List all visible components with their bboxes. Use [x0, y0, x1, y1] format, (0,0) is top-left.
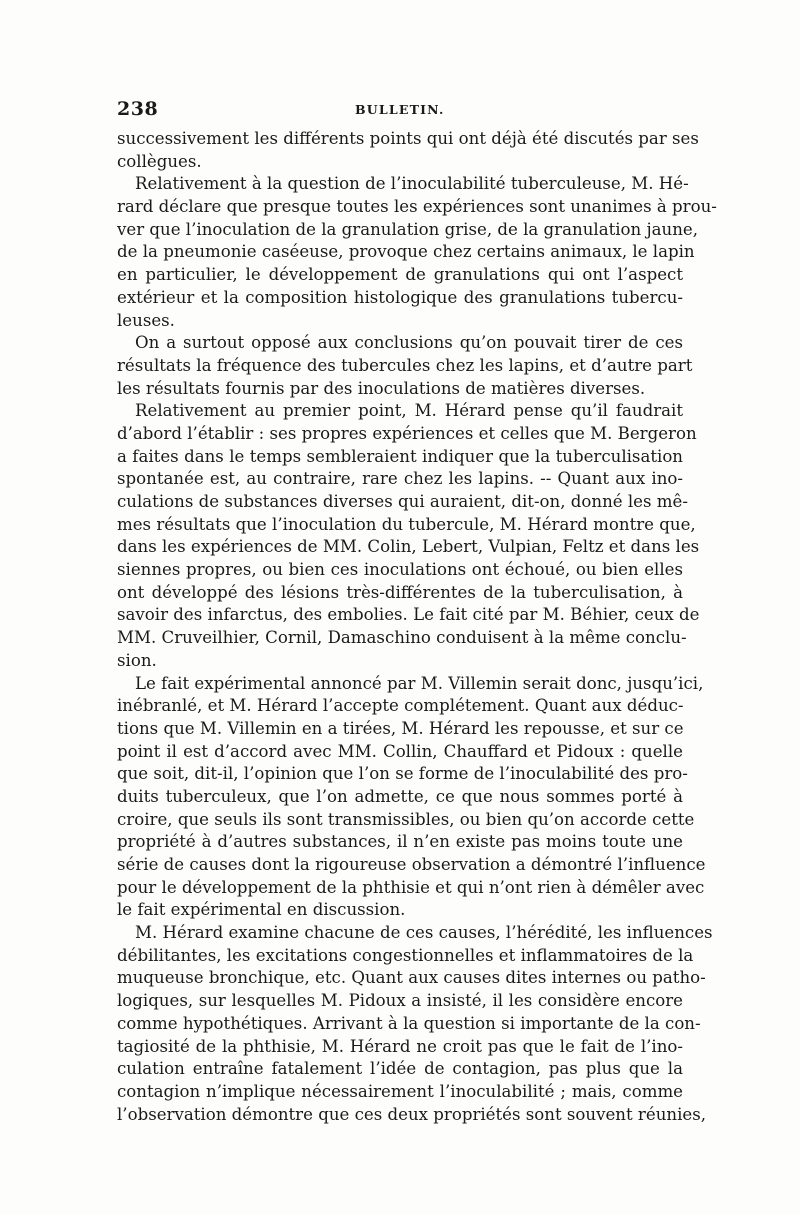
text-line: sion.	[117, 650, 157, 670]
text-line: le fait expérimental en discussion.	[117, 900, 406, 920]
text-line: point il est d’accord avec MM. Collin, Chauffard et Pidoux : quelle	[117, 741, 683, 761]
text-line: spontanée est, au contraire, rare chez les lapins. -- Quant aux ino-	[117, 469, 683, 489]
running-title: BULLETIN.	[355, 102, 445, 117]
text-line: l’observation démontre que ces deux propriétés sont souvent réunies,	[117, 1104, 706, 1124]
text-line: ont développé des lésions très-différentes de la tuberculisation, à	[117, 582, 683, 602]
text-line: contagion n’implique nécessairement l’inoculabilité ; mais, comme	[117, 1081, 683, 1101]
text-line: culations de substances diverses qui auraient, dit-on, donné les mê-	[117, 492, 688, 511]
text-line: duits tuberculeux, que l’on admette, ce que nous sommes porté à	[117, 786, 683, 806]
text-line: siennes propres, ou bien ces inoculations ont échoué, ou bien elles	[117, 560, 683, 580]
text-line: logiques, sur lesquelles M. Pidoux a insisté, il les considère encore	[117, 991, 683, 1011]
text-line: mes résultats que l’inoculation du tubercule, M. Hérard montre que,	[117, 514, 696, 534]
running-head	[117, 98, 683, 122]
page-number: 238	[117, 98, 159, 120]
text-line: que soit, dit-il, l’opinion que l’on se forme de l’inoculabilité des pro-	[117, 764, 688, 784]
paragraph-start-line: Relativement à la question de l’inoculabilité tuberculeuse, M. Hé-	[135, 174, 689, 194]
text-line: muqueuse bronchique, etc. Quant aux causes dites internes ou patho-	[117, 968, 706, 988]
text-line: savoir des infarctus, des embolies. Le fait cité par M. Béhier, ceux de	[117, 605, 700, 625]
text-line: leuses.	[117, 310, 175, 330]
paragraph-start-line: On a surtout opposé aux conclusions qu’on pouvait tirer de ces	[135, 333, 683, 353]
text-line: collègues.	[117, 151, 202, 171]
text-line: comme hypothétiques. Arrivant à la question si importante de la con-	[117, 1013, 701, 1033]
paragraph-start-line: Le fait expérimental annoncé par M. Villemin serait donc, jusqu’ici,	[135, 673, 704, 693]
text-line: de la pneumonie caséeuse, provoque chez certains animaux, le lapin	[117, 242, 695, 262]
text-line: dans les expériences de MM. Colin, Lebert, Vulpian, Feltz et dans les	[117, 537, 700, 557]
text-line: d’abord l’établir : ses propres expériences et celles que M. Bergeron	[117, 423, 697, 443]
text-line: propriété à d’autres substances, il n’en existe pas moins toute une	[117, 832, 683, 852]
text-line: extérieur et la composition histologique des granulations tubercu-	[117, 287, 683, 307]
text-line: résultats la fréquence des tubercules chez les lapins, et d’autre part	[117, 355, 693, 375]
text-line: inébranlé, et M. Hérard l’accepte complétement. Quant aux déduc-	[117, 696, 684, 716]
text-line: ver que l’inoculation de la granulation grise, de la granulation jaune,	[117, 219, 699, 239]
text-line: débilitantes, les excitations congestionnelles et inflammatoires de la	[117, 945, 694, 965]
body-text	[117, 128, 717, 1126]
paragraph-start-line: M. Hérard examine chacune de ces causes, l’hérédité, les influences	[135, 923, 713, 943]
text-line: a faites dans le temps sembleraient indiquer que la tuberculisation	[117, 446, 683, 466]
text-line: pour le développement de la phthisie et qui n’ont rien à démêler avec	[117, 877, 705, 897]
text-line: successivement les différents points qui ont déjà été discutés par ses	[117, 129, 699, 148]
text-line: tagiosité de la phthisie, M. Hérard ne croit pas que le fait de l’ino-	[117, 1036, 683, 1056]
text-line: rard déclare que presque toutes les expériences sont unanimes à prou-	[117, 197, 717, 217]
text-line: MM. Cruveilhier, Cornil, Damaschino conduisent à la même conclu-	[117, 628, 687, 648]
paragraph-start-line: Relativement au premier point, M. Hérard pense qu’il faudrait	[135, 401, 683, 421]
text-line: série de causes dont la rigoureuse observation a démontré l’influence	[117, 855, 706, 874]
text-line: les résultats fournis par des inoculations de matières diverses.	[117, 378, 646, 398]
text-line: croire, que seuls ils sont transmissibles, ou bien qu’on accorde cette	[117, 809, 695, 829]
text-line: en particulier, le développement de granulations qui ont l’aspect	[117, 265, 683, 285]
text-line: tions que M. Villemin en a tirées, M. Hérard les repousse, et sur ce	[117, 718, 684, 738]
text-line: culation entraîne fatalement l’idée de contagion, pas plus que la	[117, 1059, 683, 1079]
